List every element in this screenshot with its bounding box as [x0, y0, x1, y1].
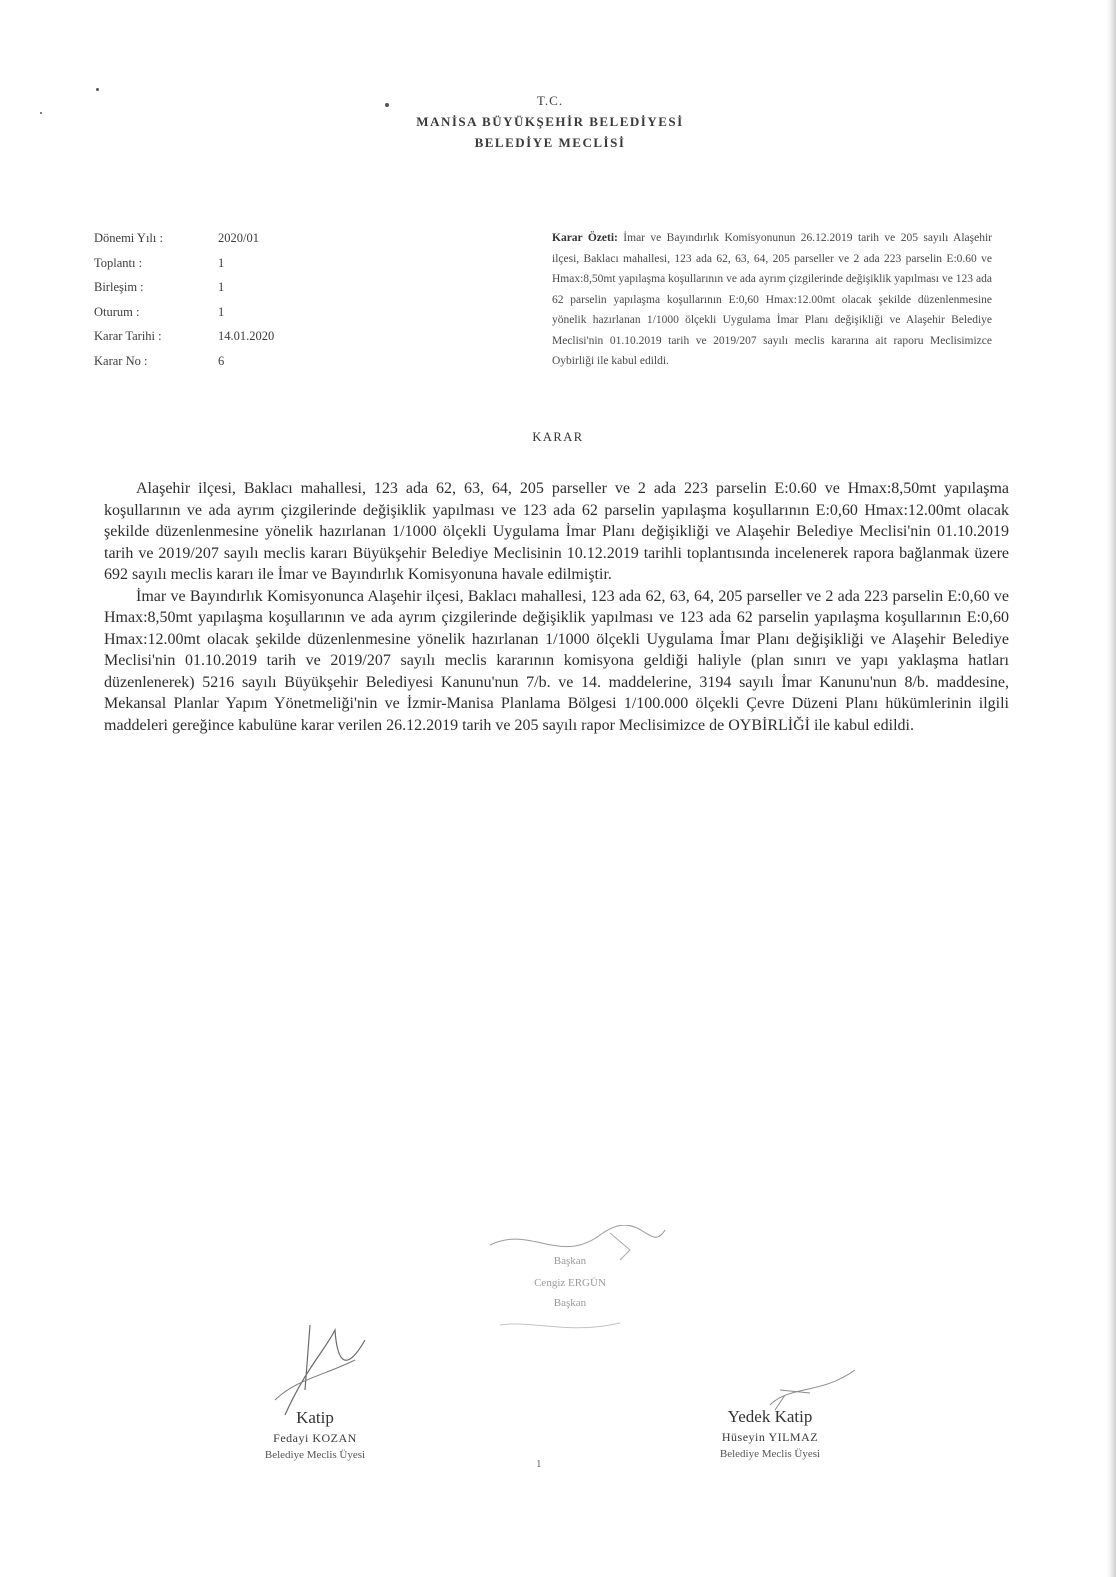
meta-label: Karar Tarihi : [94, 329, 162, 343]
stamp-line: Başkan [553, 1255, 587, 1267]
signer-role: Katip [296, 1408, 334, 1427]
decision-summary [552, 228, 992, 372]
clerk-signature [225, 1320, 405, 1480]
header-institution: MANİSA BÜYÜKŞEHİR BELEDİYESİ [416, 114, 684, 129]
meta-value: 14.01.2020 [218, 329, 275, 343]
meta-value: 2020/01 [218, 231, 259, 245]
meta-label: Toplantı : [94, 255, 143, 270]
meta-value: 1 [218, 255, 225, 270]
meta-row [94, 275, 324, 300]
decision-body [104, 478, 1009, 736]
meta-label: Dönemi Yılı : [94, 231, 163, 245]
summary-label: Karar Özeti: [552, 232, 618, 244]
meta-row [94, 324, 324, 349]
scan-page-edge [1106, 0, 1116, 1577]
signer-title: Belediye Meclis Üyesi [264, 1449, 366, 1461]
summary-text: İmar ve Bayındırlık Komisyonunun 26.12.2019 tarih ve 205 sayılı Alaşehir ilçesi, Baklacı mahallesi, 123 ada 62, 63, 64, 205 parseller ve 2 ada 223 parselin E:0.60 ve Hmax:8,50mt yapılaşma koşullarının ve ada ayrım çizgilerinde değişiklik yapılması ve 123 ada 62 parselin yapılaşma koşullarının E:0,60 Hmax:12.00mt olacak şekilde düzenlenmesine yönelik hazırlanan 1/1000 ölçekli Uygulama İmar Planı değişikliği ve Alaşehir Belediye Meclisi'nin 01.10.2019 tarih ve 2019/207 sayılı meclis kararına ait raporu Meclisimizce Oybirliği ile kabul edildi. [552, 232, 993, 367]
meta-value: 1 [218, 304, 225, 319]
meta-row [94, 251, 324, 276]
stamp-line: Başkan [553, 1297, 587, 1309]
meta-label: Karar No : [94, 353, 148, 368]
document-header [330, 90, 770, 153]
signer-title: Belediye Meclis Üyesi [719, 1448, 821, 1460]
signature-scribble-icon [225, 1320, 405, 1420]
signer-name: Fedayi KOZAN [273, 1431, 357, 1445]
meta-row [94, 349, 324, 374]
decision-metadata [94, 226, 324, 373]
president-signature-stamp [470, 1225, 680, 1345]
meta-row [94, 300, 324, 325]
scan-speck [40, 112, 42, 114]
meta-value: 6 [218, 353, 225, 368]
meta-row [94, 226, 324, 251]
decision-title: KARAR [532, 430, 584, 444]
deputy-clerk-signature [680, 1365, 860, 1485]
header-council: BELEDİYE MECLİSİ [474, 135, 626, 150]
body-paragraph: İmar ve Bayındırlık Komisyonunca Alaşehir ilçesi, Baklacı mahallesi, 123 ada 62, 63, 64, 205 parseller ve 2 ada 223 parselin E:0,60 ve Hmax:8,50mt yapılaşma koşullarının ve ada ayrım çizgilerinde değişiklik yapılması ve 123 ada 62 parselin yapılaşma koşullarının E:0,60 Hmax:12.00mt olacak şekilde düzenlenmesine yönelik hazırlanan 1/1000 ölçekli Uygulama İmar Planı değişikliği ve Alaşehir Belediye Meclisi'nin 01.10.2019 tarih ve 2019/207 sayılı meclis kararının komisyona geldiği haliyle (plan sınırı ve yapı yaklaşma hatları düzenlenerek) 5216 sayılı Büyükşehir Belediyesi Kanunu'nun 7/b. ve 14. maddelerine, 3194 sayılı İmar Kanunu'nun 8/b. maddesine, Mekansal Planlar Yapım Yönetmeliği'nin ve İzmir-Manisa Planlama Bölgesi 1/100.000 ölçekli Çevre Düzeni Planı hükümlerinin ilgili maddeleri gereğince kabulüne karar verilen 26.12.2019 tarih ve 205 sayılı rapor Meclisimizce de OYBİRLİĞİ ile kabul edildi. [104, 587, 1009, 734]
stamp-line: Cengiz ERGÜN [534, 1277, 606, 1289]
meta-label: Oturum : [94, 304, 140, 319]
signer-role: Yedek Katip [727, 1407, 813, 1426]
meta-label: Birleşim : [94, 280, 144, 294]
signer-name: Hüseyin YILMAZ [721, 1430, 819, 1444]
scan-speck [96, 88, 99, 91]
page-number: 1 [536, 1458, 542, 1470]
body-paragraph: Alaşehir ilçesi, Baklacı mahallesi, 123 ada 62, 63, 64, 205 parseller ve 2 ada 223 parselin E:0.60 ve Hmax:8,50mt yapılaşma koşullarının ve ada ayrım çizgilerinde değişiklik yapılması ve 123 ada 62 parselin yapılaşma koşullarının E:0,60 Hmax:12.00mt olacak şekilde düzenlenmesine yönelik hazırlanan 1/1000 ölçekli Uygulama İmar Planı değişikliği ve Alaşehir Belediye Meclisi'nin 01.10.2019 tarih ve 2019/207 sayılı meclis kararı Büyükşehir Belediye Meclisinin 10.12.2019 tarihli toplantısında incelenerek rapora bağlanmak üzere 692 sayılı meclis kararı ile İmar ve Bayındırlık Komisyonuna havale edilmiştir. [104, 480, 1009, 583]
header-country: T.C. [536, 93, 564, 108]
meta-value: 1 [218, 280, 225, 294]
